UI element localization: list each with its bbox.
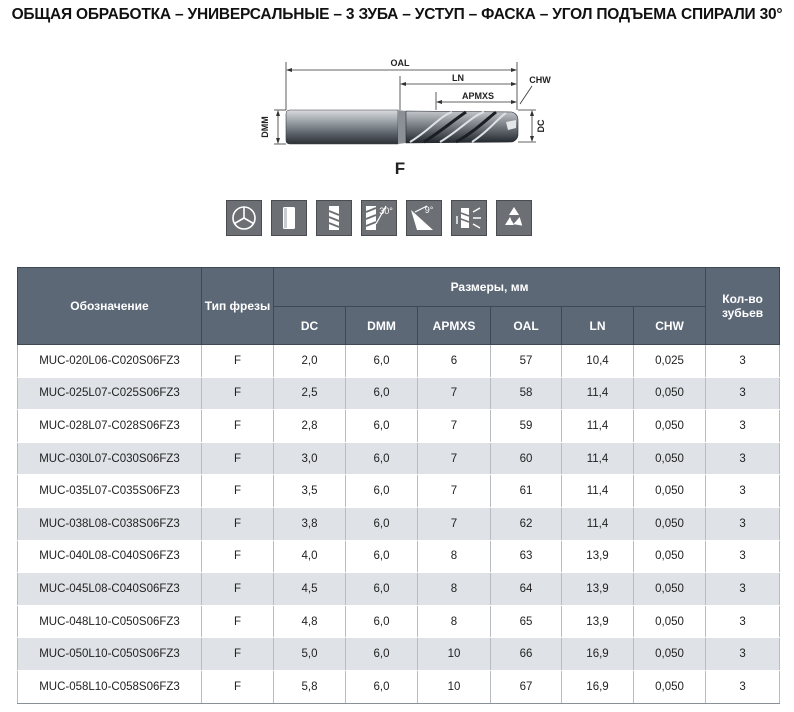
cell-dmm: 6,0 — [346, 573, 418, 606]
cell-oal: 60 — [491, 442, 562, 475]
cell-chw: 0,050 — [634, 377, 706, 410]
cell-teeth: 3 — [706, 605, 780, 638]
cell-chw: 0,050 — [634, 507, 706, 540]
cell-dc: 2,8 — [274, 410, 346, 443]
cell-cutter-type: F — [202, 377, 274, 410]
cell-cutter-type: F — [202, 573, 274, 606]
cell-apmxs: 8 — [418, 605, 491, 638]
cell-cutter-type: F — [202, 507, 274, 540]
cell-cutter-type: F — [202, 442, 274, 475]
cell-apmxs: 7 — [418, 377, 491, 410]
cell-oal: 64 — [491, 573, 562, 606]
cell-dmm: 6,0 — [346, 442, 418, 475]
cell-chw: 0,050 — [634, 410, 706, 443]
cell-ln: 11,4 — [562, 475, 634, 508]
dmm-label: DMM — [260, 116, 270, 138]
cell-chw: 0,050 — [634, 573, 706, 606]
cell-chw: 0,050 — [634, 638, 706, 671]
recycle-icon — [496, 200, 532, 236]
cell-designation: MUC-030L07-C030S06FZ3 — [18, 442, 202, 475]
helix-angle-icon — [361, 200, 397, 236]
oal-label: OAL — [390, 58, 410, 68]
cell-cutter-type: F — [202, 540, 274, 573]
table-row — [18, 442, 780, 475]
cell-oal: 63 — [491, 540, 562, 573]
coolant-icon — [451, 200, 487, 236]
table-row — [18, 573, 780, 606]
table-row — [18, 605, 780, 638]
header-chw: CHW — [634, 307, 706, 345]
cell-oal: 62 — [491, 507, 562, 540]
cell-designation: MUC-050L10-C050S06FZ3 — [18, 638, 202, 671]
cell-oal: 59 — [491, 410, 562, 443]
cell-oal: 67 — [491, 670, 562, 703]
table-row — [18, 377, 780, 410]
cell-chw: 0,025 — [634, 345, 706, 378]
header-teeth: Кол-во зубьев — [706, 268, 780, 345]
cell-cutter-type: F — [202, 345, 274, 378]
dc-label: DC — [536, 119, 546, 133]
three-flute-icon — [226, 200, 262, 236]
cell-oal: 58 — [491, 377, 562, 410]
cell-designation: MUC-028L07-C028S06FZ3 — [18, 410, 202, 443]
cell-dmm: 6,0 — [346, 540, 418, 573]
cell-apmxs: 7 — [418, 475, 491, 508]
cell-chw: 0,050 — [634, 540, 706, 573]
cell-teeth: 3 — [706, 345, 780, 378]
cell-dc: 4,5 — [274, 573, 346, 606]
cell-ln: 16,9 — [562, 638, 634, 671]
cell-teeth: 3 — [706, 410, 780, 443]
cell-ln: 10,4 — [562, 345, 634, 378]
rake-angle-text: 9° — [424, 205, 434, 215]
tool-drawing — [240, 50, 570, 185]
cell-ln: 11,4 — [562, 442, 634, 475]
cell-oal: 65 — [491, 605, 562, 638]
cell-apmxs: 8 — [418, 540, 491, 573]
cell-dmm: 6,0 — [346, 410, 418, 443]
cell-dc: 3,0 — [274, 442, 346, 475]
cell-designation: MUC-035L07-C035S06FZ3 — [18, 475, 202, 508]
cell-ln: 11,4 — [562, 377, 634, 410]
ln-label: LN — [452, 73, 464, 83]
cell-dc: 4,8 — [274, 605, 346, 638]
cell-apmxs: 7 — [418, 507, 491, 540]
header-dimensions: Размеры, мм — [274, 268, 706, 307]
cell-teeth: 3 — [706, 670, 780, 703]
table-body — [18, 345, 780, 704]
header-dc: DC — [274, 307, 346, 345]
cell-teeth: 3 — [706, 638, 780, 671]
cell-designation: MUC-048L10-C050S06FZ3 — [18, 605, 202, 638]
cell-oal: 61 — [491, 475, 562, 508]
icon-strip — [226, 200, 532, 236]
header-dmm: DMM — [346, 307, 418, 345]
cell-dmm: 6,0 — [346, 638, 418, 671]
cell-dmm: 6,0 — [346, 377, 418, 410]
cell-dc: 3,5 — [274, 475, 346, 508]
cylindrical-shank-icon — [271, 200, 307, 236]
table-row — [18, 345, 780, 378]
cell-designation: MUC-038L08-C038S06FZ3 — [18, 507, 202, 540]
apmxs-label: APMXS — [461, 91, 495, 101]
cell-oal: 66 — [491, 638, 562, 671]
cell-apmxs: 8 — [418, 573, 491, 606]
cell-teeth: 3 — [706, 573, 780, 606]
cell-dmm: 6,0 — [346, 670, 418, 703]
cell-teeth: 3 — [706, 540, 780, 573]
rake-angle-icon — [406, 200, 442, 236]
cell-ln: 13,9 — [562, 605, 634, 638]
cell-ln: 11,4 — [562, 507, 634, 540]
cell-ln: 13,9 — [562, 573, 634, 606]
cell-dc: 2,0 — [274, 345, 346, 378]
cell-designation: MUC-025L07-C025S06FZ3 — [18, 377, 202, 410]
cell-ln: 16,9 — [562, 670, 634, 703]
cell-chw: 0,050 — [634, 605, 706, 638]
header-ln: LN — [562, 307, 634, 345]
cell-chw: 0,050 — [634, 670, 706, 703]
cell-dmm: 6,0 — [346, 345, 418, 378]
cell-dc: 5,0 — [274, 638, 346, 671]
cell-dc: 3,8 — [274, 507, 346, 540]
helix-angle-text: 30° — [379, 206, 393, 216]
cell-ln: 11,4 — [562, 410, 634, 443]
header-oal: OAL — [491, 307, 562, 345]
cell-ln: 13,9 — [562, 540, 634, 573]
specs-table — [17, 267, 780, 704]
cell-designation: MUC-045L08-C040S06FZ3 — [18, 573, 202, 606]
cell-oal: 57 — [491, 345, 562, 378]
flute-profile-icon — [316, 200, 352, 236]
cell-dc: 2,5 — [274, 377, 346, 410]
cell-chw: 0,050 — [634, 475, 706, 508]
cutter-type-label: F — [394, 159, 406, 178]
cell-teeth: 3 — [706, 442, 780, 475]
cell-dmm: 6,0 — [346, 507, 418, 540]
table-row — [18, 638, 780, 671]
cell-dc: 4,0 — [274, 540, 346, 573]
header-cutter-type: Тип фрезы — [202, 268, 274, 345]
cell-apmxs: 6 — [418, 345, 491, 378]
cell-designation: MUC-040L08-C040S06FZ3 — [18, 540, 202, 573]
cell-dc: 5,8 — [274, 670, 346, 703]
cell-dmm: 6,0 — [346, 475, 418, 508]
cell-cutter-type: F — [202, 605, 274, 638]
cell-chw: 0,050 — [634, 442, 706, 475]
cell-dmm: 6,0 — [346, 605, 418, 638]
chw-label: CHW — [529, 75, 551, 85]
table-row — [18, 507, 780, 540]
header-apmxs: APMXS — [418, 307, 491, 345]
cell-teeth: 3 — [706, 507, 780, 540]
header-designation: Обозначение — [18, 268, 202, 345]
cell-cutter-type: F — [202, 638, 274, 671]
cell-designation: MUC-020L06-C020S06FZ3 — [18, 345, 202, 378]
cell-apmxs: 7 — [418, 442, 491, 475]
cell-cutter-type: F — [202, 475, 274, 508]
page-title: ОБЩАЯ ОБРАБОТКА – УНИВЕРСАЛЬНЫЕ – 3 ЗУБА – УСТУП – ФАСКА – УГОЛ ПОДЪЕМА СПИРАЛИ 30° — [11, 6, 783, 23]
cell-teeth: 3 — [706, 475, 780, 508]
table-row — [18, 410, 780, 443]
cell-designation: MUC-058L10-C058S06FZ3 — [18, 670, 202, 703]
table-row — [18, 475, 780, 508]
cell-apmxs: 10 — [418, 638, 491, 671]
table-row — [18, 540, 780, 573]
cell-cutter-type: F — [202, 410, 274, 443]
cell-teeth: 3 — [706, 377, 780, 410]
cell-apmxs: 10 — [418, 670, 491, 703]
table-row — [18, 670, 780, 703]
cell-cutter-type: F — [202, 670, 274, 703]
cell-apmxs: 7 — [418, 410, 491, 443]
